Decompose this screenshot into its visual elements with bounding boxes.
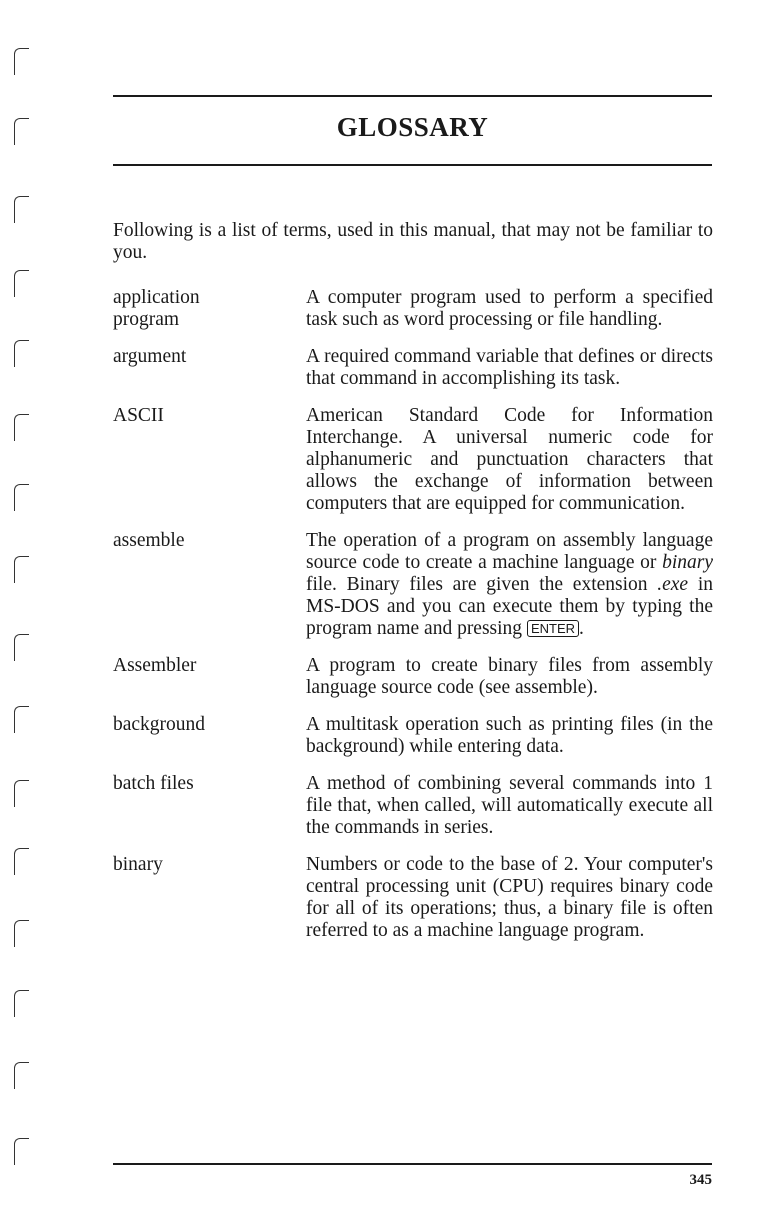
intro-paragraph: Following is a list of terms, used in this manual, that may not be familiar to you. [113,220,713,263]
binder-hole [14,48,29,75]
glossary-list [113,287,713,957]
glossary-term: assemble [113,530,185,551]
binder-hole [14,484,29,511]
glossary-definition: American Standard Code for Information Interchange. A universal numeric code for alphanumeric and punctuation characters that allows the exchange of information between computers that are equipped for communication. [306,405,713,514]
definition-text: The operation of a program on assembly language source code to create a machine language or [306,530,713,573]
definition-emphasis: binary [662,552,713,573]
binder-hole [14,196,29,223]
binder-holes [4,40,44,1180]
bottom-rule [113,1163,712,1165]
glossary-entry [113,714,713,758]
glossary-entry [113,773,713,839]
binder-hole [14,1062,29,1089]
glossary-definition: A multitask operation such as printing files (in the background) while entering data. [306,714,713,757]
glossary-definition: Numbers or code to the base of 2. Your computer's central processing unit (CPU) requires binary code for all of its operations; thus, a binary file is often referred to as a machine language program. [306,854,713,941]
glossary-term: background [113,714,206,735]
binder-hole [14,920,29,947]
glossary-entry [113,405,713,515]
binder-hole [14,270,29,297]
glossary-term [113,287,306,331]
binder-hole [14,1138,29,1165]
enter-key-glyph: ENTER [527,620,579,637]
glossary-definition [306,530,713,640]
top-rule [113,95,712,97]
glossary-entry [113,346,713,390]
glossary-term: argument [113,346,187,367]
glossary-term: Assembler [113,655,197,676]
glossary-entry [113,287,713,331]
glossary-definition: A required command variable that defines or directs that command in accomplishing its task. [306,346,713,389]
definition-text: . [579,618,584,639]
binder-hole [14,340,29,367]
definition-emphasis: .exe [657,574,689,595]
glossary-definition: A method of combining several commands into 1 file that, when called, will automatically execute all the commands in series. [306,773,713,838]
binder-hole [14,634,29,661]
glossary-definition: A program to create binary files from assembly language source code (see assemble). [306,655,713,698]
binder-hole [14,848,29,875]
binder-hole [14,706,29,733]
page-number: 345 [689,1172,712,1188]
glossary-definition: A computer program used to perform a specified task such as word processing or file handling. [306,287,713,330]
glossary-entry [113,854,713,942]
binder-hole [14,414,29,441]
definition-text: in MS-DOS and you can execute them by typing the program name and pressing [306,574,713,639]
binder-hole [14,118,29,145]
binder-hole [14,780,29,807]
glossary-entry [113,530,713,640]
glossary-entry [113,655,713,699]
binder-hole [14,556,29,583]
definition-text: file. Binary files are given the extension [306,574,658,595]
page-title: GLOSSARY [336,112,489,142]
binder-hole [14,990,29,1017]
glossary-term: batch files [113,773,194,794]
glossary-term: ASCII [113,405,164,426]
glossary-term: binary [113,854,163,875]
title-underline-rule [113,164,712,166]
term-text: application program [113,287,200,330]
